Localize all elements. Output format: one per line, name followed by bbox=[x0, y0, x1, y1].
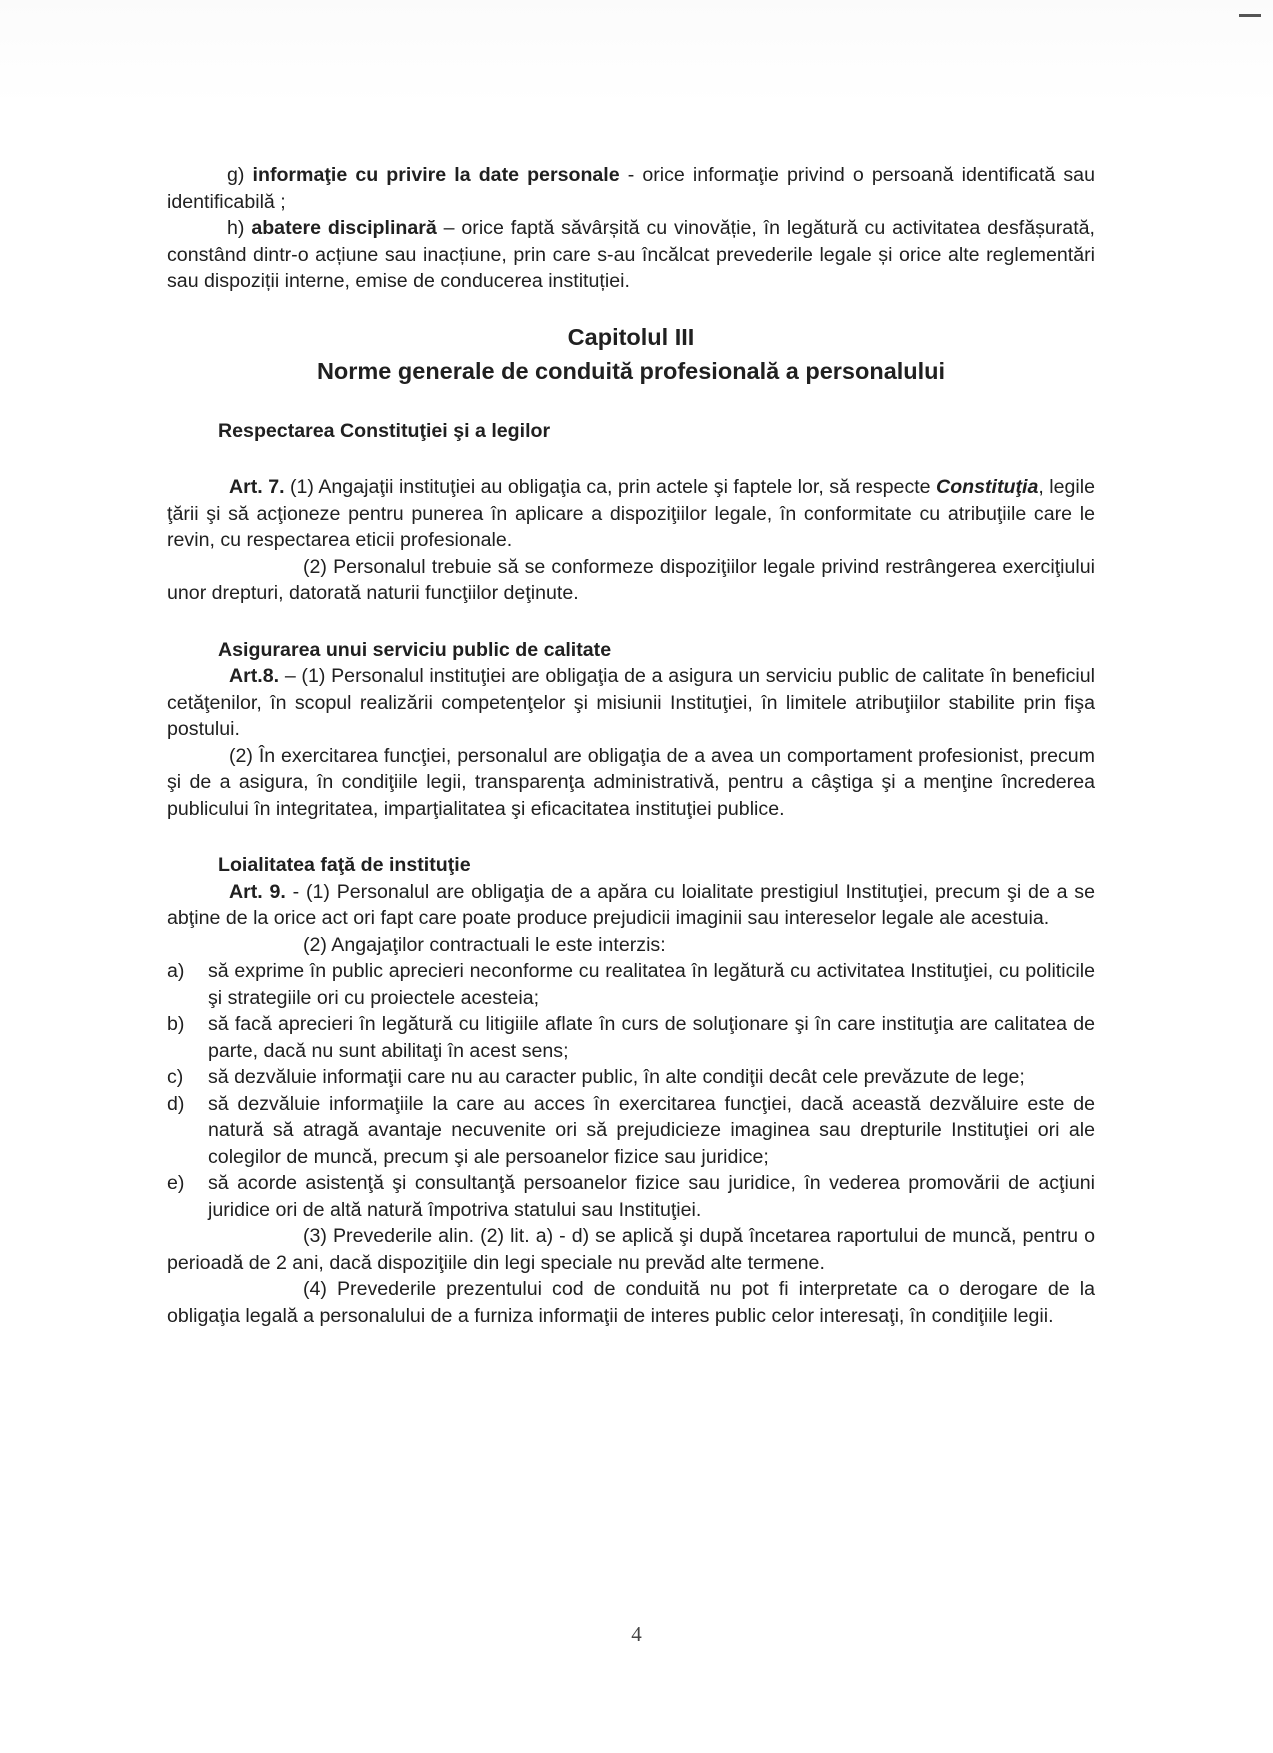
article-8-p1-text: – (1) Personalul instituţiei are obligaţia de a asigura un serviciu public de calitate în beneficiul cetăţenilor, în scopul realizării competenţelor şi misiunii Instituţiei, în limitele atribuţiilor stabilite prin fişa postului. bbox=[167, 665, 1095, 740]
article-8-label: Art.8. bbox=[229, 665, 280, 687]
definition-g-term: informaţie cu privire la date personale bbox=[252, 164, 620, 186]
list-item-text: să exprime în public aprecieri neconforme cu realitatea în legătură cu activitatea Instituţiei, cu politicile şi strategiile ori cu proiectele acesteia; bbox=[208, 960, 1095, 1009]
page-number: 4 bbox=[631, 1622, 642, 1646]
chapter-title: Norme generale de conduită profesională a personalului bbox=[316, 357, 946, 384]
article-7-p1-emphasis: Constituţia bbox=[936, 476, 1039, 498]
list-item bbox=[167, 1091, 1095, 1171]
list-item-text: să dezvăluie informaţii care nu au caracter public, în alte condiţii decât cele prevăzute de lege; bbox=[208, 1066, 1025, 1088]
list-item-mark: c) bbox=[167, 1066, 184, 1088]
list-item-text: să acorde asistenţă şi consultanţă persoanelor fizice sau juridice, în vederea promovării de acţiuni juridice ori de altă natură împotriva statului sau Instituţiei. bbox=[208, 1172, 1095, 1221]
list-item-mark: d) bbox=[167, 1092, 185, 1115]
section-heading-constitution: Respectarea Constituţiei şi a legilor bbox=[218, 419, 551, 442]
list-item bbox=[167, 1064, 1095, 1091]
definition-g-text: - orice informaţie privind o persoană identificată sau identificabilă ; bbox=[167, 164, 1095, 213]
article-9-label: Art. 9. bbox=[229, 880, 286, 903]
article-9-p1-text: - (1) Personalul are obligaţia de a apăra cu loialitate prestigiul Instituţiei, precum şi de a se abţine de la orice act ori fapt care poate produce prejudicii imaginii sau intereselor legale ale acestuia. bbox=[167, 880, 1096, 929]
article-7-paragraph-1 bbox=[167, 474, 1095, 554]
article-7-p1-text-b: , legile ţării şi să acţioneze pentru punerea în aplicare a dispoziţiilor legale, în conformitate cu atribuţiile care le revin, cu respectarea eticii profesionale. bbox=[167, 476, 1096, 551]
section-heading-loyalty: Loialitatea faţă de instituţie bbox=[218, 854, 471, 876]
article-9-paragraph-2: (2) Angajaţilor contractuali le este interzis: bbox=[303, 933, 666, 956]
prohibitions-list bbox=[167, 958, 1095, 1223]
list-item bbox=[167, 958, 1095, 1011]
article-8-paragraph-1 bbox=[167, 663, 1095, 743]
list-item bbox=[167, 1011, 1095, 1064]
chapter-number: Capitolul III bbox=[567, 323, 695, 350]
article-9-paragraph-4: (4) Prevederile prezentului cod de conduită nu pot fi interpretate ca o derogare de la obligaţia legală a personalului de a furniza informaţii de interes public celor interesaţi, în condiţiile legii. bbox=[167, 1278, 1095, 1327]
definition-g-mark: g) bbox=[227, 164, 245, 186]
list-item-mark: e) bbox=[167, 1172, 185, 1194]
list-item bbox=[167, 1170, 1095, 1223]
article-8-paragraph-2: (2) În exercitarea funcţiei, personalul are obligaţia de a avea un comportament profesionist, precum şi de a asigura, în condiţiile legii, transparenţa administrativă, pentru a câştiga şi a menţine încrederea publicului în integritatea, imparţialitatea şi eficacitatea instituţiei publice. bbox=[167, 744, 1095, 820]
section-heading-public-service: Asigurarea unui serviciu public de calitate bbox=[218, 638, 612, 661]
definition-h-term: abatere disciplinară bbox=[251, 217, 437, 239]
definition-h-mark: h) bbox=[227, 217, 245, 239]
document-body bbox=[167, 162, 1095, 1329]
definition-h-text: – orice faptă săvârșită cu vinovăție, în legătură cu activitatea desfășurată, constând dintr-o acțiune sau inacțiune, prin care s-au încălcat prevederile legale și orice alte reglementări sau dispoziții interne, emise de conducerea instituției. bbox=[167, 217, 1095, 292]
article-7-label: Art. 7. bbox=[229, 476, 285, 498]
list-item-mark: a) bbox=[167, 960, 185, 982]
list-item-mark: b) bbox=[167, 1013, 185, 1035]
list-item-text: să dezvăluie informaţiile la care au acces în exercitarea funcţiei, dacă această dezvăluire este de natură să atragă avantaje necuvenite ori să prejudicieze imaginea sau drepturile Instituţiei ori ale colegilor de muncă, precum şi ale persoanelor fizice sau juridice; bbox=[208, 1092, 1095, 1168]
article-7-p1-text-a: (1) Angajaţii instituţiei au obligaţia ca, prin actele şi faptele lor, să respecte bbox=[284, 476, 937, 498]
article-7-paragraph-2: (2) Personalul trebuie să se conformeze dispoziţiilor legale privind restrângerea exerciţiului unor drepturi, datorată naturii funcţiilor deţinute. bbox=[167, 555, 1095, 604]
article-9-paragraph-3: (3) Prevederile alin. (2) lit. a) - d) se aplică şi după încetarea raportului de muncă, pentru o perioadă de 2 ani, dacă dispoziţiile din legi speciale nu prevăd alte termene. bbox=[167, 1225, 1095, 1274]
list-item-text: să facă aprecieri în legătură cu litigiile aflate în curs de soluţionare şi în care instituţia are calitatea de parte, dacă nu sunt abilitaţi în acest sens; bbox=[208, 1013, 1095, 1062]
definition-h bbox=[167, 215, 1095, 295]
definition-g bbox=[167, 162, 1095, 215]
article-9-paragraph-1 bbox=[167, 879, 1095, 932]
scan-mark bbox=[1239, 14, 1261, 17]
